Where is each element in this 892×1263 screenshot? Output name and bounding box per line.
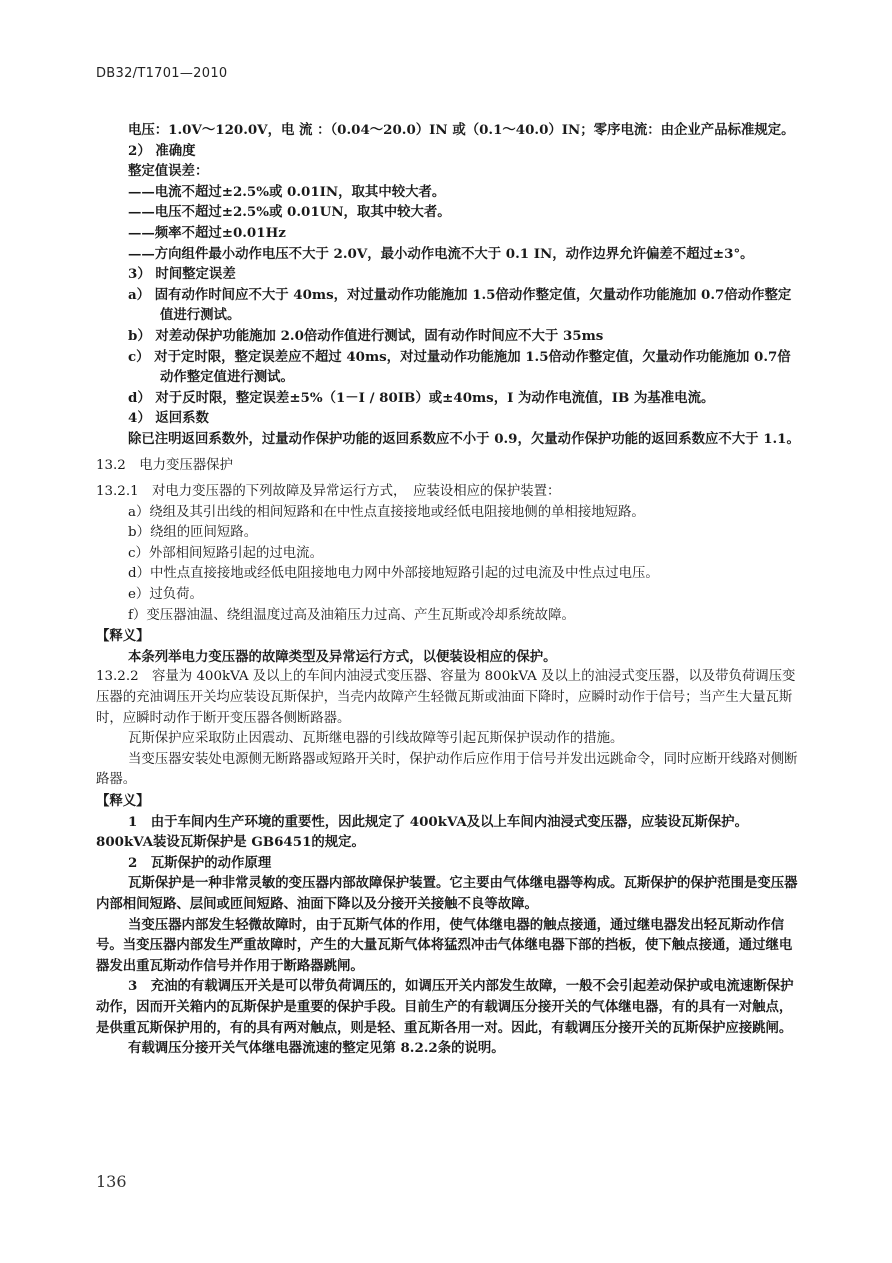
fault-item-a: a）绕组及其引出线的相间短路和在中性点直接接地或经低电阻接地侧的单相接地短路。 [128,504,645,520]
remote-trip-requirement: 当变压器安装处电源侧无断路器或短路开关时，保护动作后应作用于信号并发出远跳命令，同时应断开线路对侧断路器。 [96,751,798,788]
time-item-d: d） 对于反时限，整定误差±5%（1－I / 80IB）或±40ms，I 为动作电流值，IB 为基准电流。 [128,389,715,406]
frequency-error-item: ——频率不超过±0.01Hz [128,224,286,241]
voltage-error-item: ——电压不超过±2.5%或 0.01UN，取其中较大者。 [128,204,451,221]
accuracy-heading: 2） 准确度 [128,142,196,159]
section-heading-13-2: 13.2 电力变压器保护 [96,457,233,473]
interpretation-point-2-heading: 2 瓦斯保护的动作原理 [128,854,272,871]
time-item-b: b） 对差动保护功能施加 2.0倍动作值进行测试，固有动作时间应不大于 35ms [128,327,604,344]
interpretation-point-1: 1 由于车间内生产环境的重要性，因此规定了 400kVA及以上车间内油浸式变压器，应装设瓦斯保护。800kVA装设瓦斯保护是 GB6451的规定。 [96,813,748,851]
time-item-a: a） 固有动作时间应不大于 40ms，对过量动作功能施加 1.5倍动作整定值，欠量动作功能施加 0.7倍动作整定值进行测试。 [128,286,792,324]
clause-13-2-1: 13.2.1 对电力变压器的下列故障及异常运行方式， 应装设相应的保护装置： [96,484,561,500]
fault-item-f: f）变压器油温、绕组温度过高及油箱压力过高、产生瓦斯或冷却系统故障。 [128,607,575,623]
gas-protection-measure: 瓦斯保护应采取防止因震动、瓦斯继电器的引线故障等引起瓦斯保护误动作的措施。 [128,731,624,747]
fault-item-d: d）中性点直接接地或经低电阻接地电力网中外部接地短路引起的过电流及中性点过电压。 [128,566,659,582]
range-paragraph: 电压：1.0V～120.0V，电 流 ：（0.04～20.0）IN 或（0.1～40.0）IN；零序电流：由企业产品标准规定。 [128,122,795,138]
fault-item-b: b）绕组的匝间短路。 [128,525,258,541]
document-code-header: DB32/T1701—2010 [96,66,228,81]
interpretation-label-1: 【释义】 [96,628,150,645]
gas-protection-operation: 当变压器内部发生轻微故障时，由于瓦斯气体的作用，使气体继电器的触点接通，通过继电器发出轻瓦斯动作信号。当变压器内部发生严重故障时，产生的大量瓦斯气体将猛烈冲击气体继电器下部的挡板，使下触点接通，通过继电器发出重瓦斯动作信号并作用于断路器跳闸。 [96,916,793,974]
return-coefficient-paragraph: 除已注明返回系数外，过量动作保护功能的返回系数应不小于 0.9，欠量动作保护功能的返回系数应不大于 1.1。 [128,430,800,447]
interpretation-label-2: 【释义】 [96,793,150,809]
current-error-item: ——电流不超过±2.5%或 0.01IN，取其中较大者。 [128,183,446,200]
gas-protection-description: 瓦斯保护是一种非常灵敏的变压器内部故障保护装置。它主要由气体继电器等构成。瓦斯保护的保护范围是变压器内部相间短路、层间或匝间短路、油面下降以及分接开关接触不良等故障。 [96,875,798,912]
time-error-heading: 3） 时间整定误差 [128,266,236,283]
fault-item-c: c）外部相间短路引起的过电流。 [128,545,323,561]
interpretation-text-1: 本条列举电力变压器的故障类型及异常运行方式，以便装设相应的保护。 [128,648,557,665]
document-body [96,120,802,1059]
interpretation-point-3: 3 充油的有载调压开关是可以带负荷调压的，如调压开关内部发生故障，一般不会引起差动保护或电流速断保护动作，因而开关箱内的瓦斯保护是重要的保护手段。目前生产的有载调压分接开关的气体继电器，有的具有一对触点，是供重瓦斯保护用的，有的具有两对触点，则是轻、重瓦斯各用一对。因此，有载调压分接开关的瓦斯保护应接跳闸。 [96,978,794,1036]
return-coefficient-heading: 4） 返回系数 [128,410,209,427]
direction-component-item: ——方向组件最小动作电压不大于 2.0V，最小动作电流不大于 0.1 IN，动作边界允许偏差不超过±3°。 [128,245,754,262]
flow-setting-reference: 有载调压分接开关气体继电器流速的整定见第 8.2.2条的说明。 [128,1040,505,1057]
fault-item-e: e）过负荷。 [128,587,203,603]
time-item-c: c） 对于定时限，整定误差应不超过 40ms，对过量动作功能施加 1.5倍动作整定值，欠量动作功能施加 0.7倍动作整定值进行测试。 [128,348,791,386]
setting-error-label: 整定值误差： [128,163,209,180]
page-number: 136 [96,1172,127,1191]
clause-13-2-2: 13.2.2 容量为 400kVA 及以上的车间内油浸式变压器、容量为 800kVA 及以上的油浸式变压器，以及带负荷调压变压器的充油调压开关均应装设瓦斯保护，当壳内故障产生轻微瓦斯或油面下降时，应瞬时动作于信号；当产生大量瓦斯时，应瞬时动作于断开变压器各侧断路器。 [96,669,796,726]
